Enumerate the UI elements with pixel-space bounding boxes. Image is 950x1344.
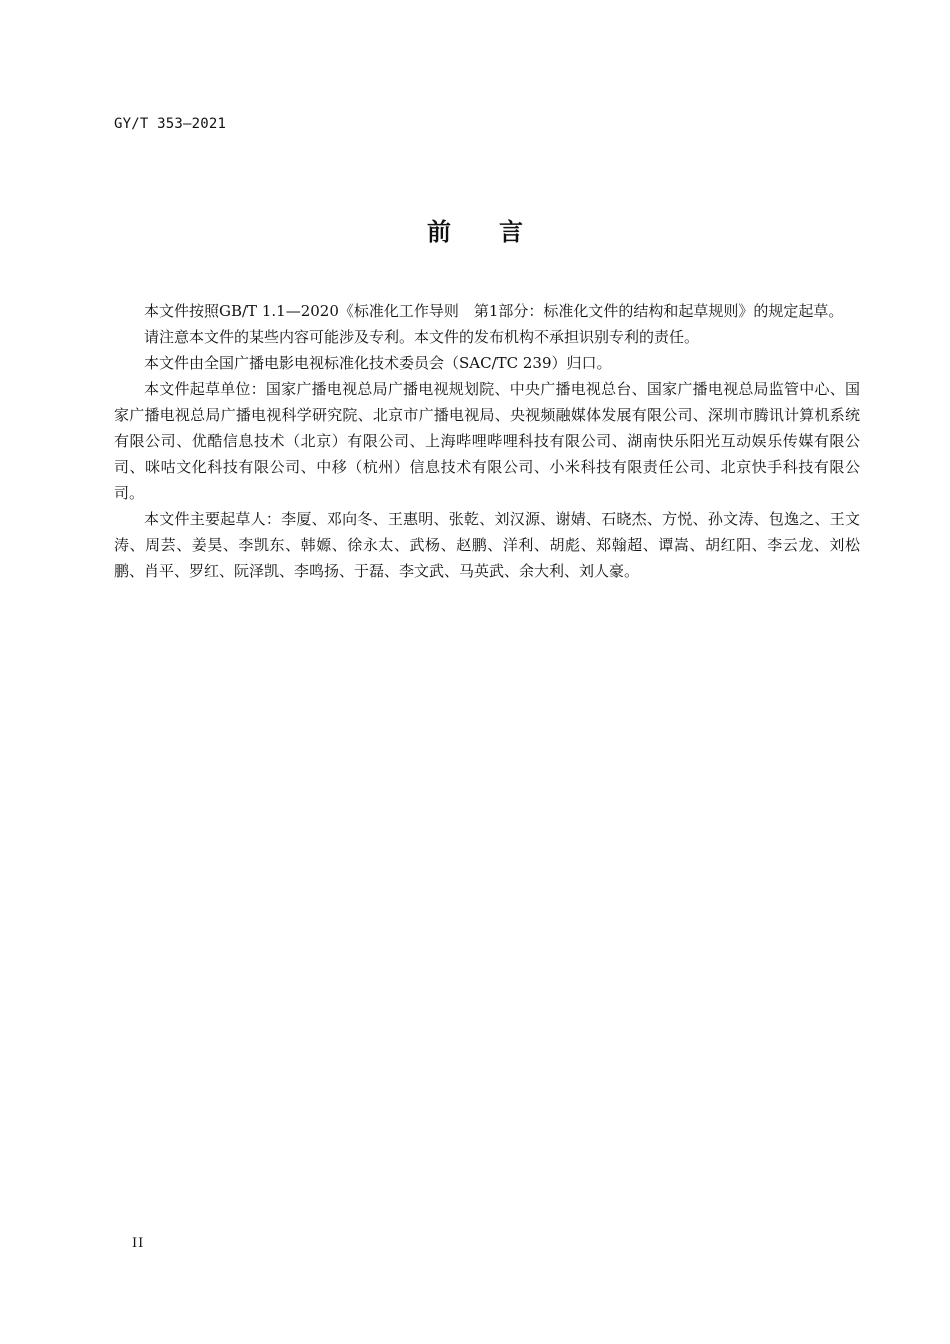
paragraph-committee: 本文件由全国广播电影电视标准化技术委员会（SAC/TC 239）归口。	[144, 354, 612, 372]
paragraph-drafting-units: 本文件起草单位：国家广播电视总局广播电视规划院、中央广播电视总台、国家广播电视总局监管中心、国家广播电视总局广播电视科学研究院、北京市广播电视局、央视频融媒体发展有限公司、深圳市腾讯计算机系统有限公司、优酷信息技术（北京）有限公司、上海哔哩哔哩科技有限公司、湖南快乐阳光互动娱乐传媒有限公司、咪咕文化科技有限公司、中移（杭州）信息技术有限公司、小米科技有限责任公司、北京快手科技有限公司。	[114, 380, 860, 502]
paragraph-drafters: 本文件主要起草人：李厦、邓向冬、王惠明、张乾、刘汉源、谢婧、石晓杰、方悦、孙文涛、包逸之、王文涛、周芸、姜昊、李凯东、韩嫄、徐永太、武杨、赵鹏、洋利、胡彪、郑翰超、谭嵩、胡红阳、李云龙、刘松鹏、肖平、罗红、阮泽凯、李鸣扬、于磊、李文武、马英武、余大利、刘人豪。	[114, 510, 860, 580]
foreword-body	[114, 298, 860, 584]
page-number: II	[132, 1236, 145, 1251]
page-title: 前言	[427, 218, 571, 246]
document-code: GY/T 353—2021	[114, 116, 227, 132]
paragraph-drafting-rules: 本文件按照GB/T 1.1—2020《标准化工作导则 第1部分：标准化文件的结构和起草规则》的规定起草。	[144, 302, 844, 320]
paragraph-patent-notice: 请注意本文件的某些内容可能涉及专利。本文件的发布机构不承担识别专利的责任。	[144, 328, 700, 346]
